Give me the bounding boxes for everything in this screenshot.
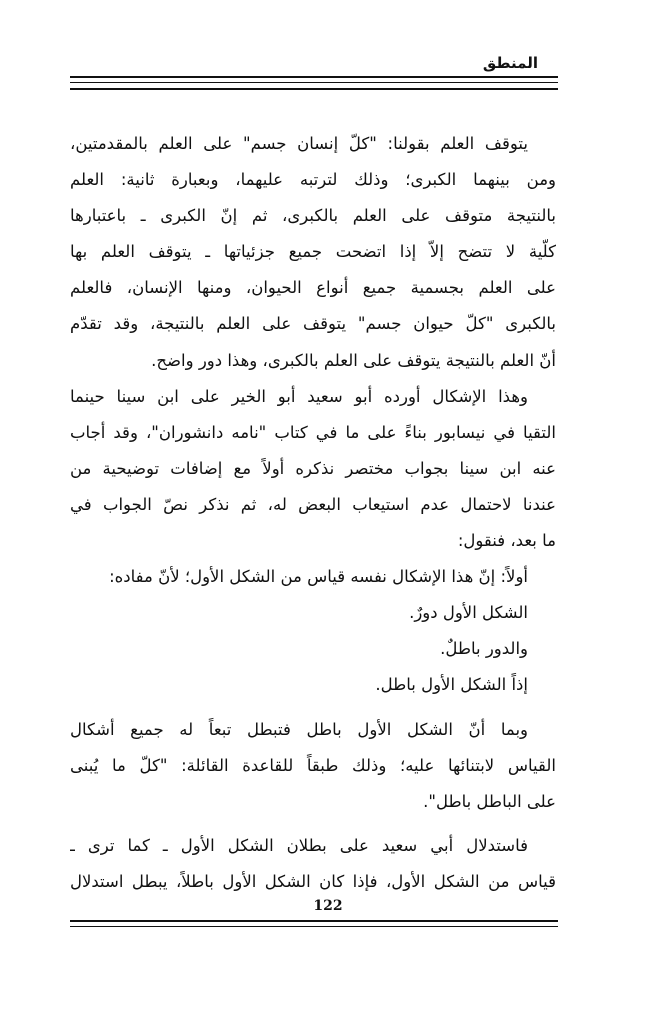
body-line: وبما أنّ الشكل الأول باطل فتبطل تبعاً له جميع أشكال [70, 719, 528, 739]
body-line: ما بعد، فنقول: [457, 531, 556, 551]
body-line: فاستدلال أبي سعيد على بطلان الشكل الأول ـ كما ترى ـ [70, 835, 528, 855]
footer-rule-top [70, 920, 558, 922]
body-line: ومن بينهما الكبرى؛ وذلك لترتبه عليهما، وبعبارة ثانية: العلم [70, 170, 556, 190]
body-line: عندنا لاحتمال عدم استيعاب البعض له، ثم نذكر نصّ الجواب في [70, 494, 556, 514]
body-line: بالنتيجة متوقف على العلم بالكبرى، ثم إنّ الكبرى ـ باعتبارها [70, 206, 556, 226]
body-line: يتوقف العلم بقولنا: "كلّ إنسان جسم" على العلم بالمقدمتين، [70, 134, 528, 153]
syllogism-line: الشكل الأول دورٌ. [409, 603, 528, 623]
body-line: قياس من الشكل الأول، فإذا كان الشكل الأول باطلاً، يبطل استدلال [70, 871, 556, 891]
header-rule-top [70, 76, 558, 78]
body-line: على العلم بجسمية جميع أنواع الحيوان، ومنها الإنسان، فالعلم [70, 278, 556, 298]
running-header-title: المنطق [482, 54, 538, 72]
page-body [70, 126, 556, 900]
header-rule-bottom [70, 88, 558, 90]
footer-rule-bottom [70, 926, 558, 927]
body-line: عنه ابن سينا بجواب مختصر نذكره أولاً مع إضافات توضيحية من [70, 458, 556, 478]
body-line: أنّ العلم بالنتيجة يتوقف على العلم بالكبرى، وهذا دور واضح. [151, 350, 556, 370]
syllogism-conclusion-line: إذاً الشكل الأول باطل. [375, 675, 528, 695]
header-rule-middle [70, 82, 558, 83]
body-line: التقيا في نيسابور بناءً على ما في كتاب "نامه دانشوران"، وقد أجاب [70, 422, 556, 442]
syllogism-premise-line: أولاً: إنّ هذا الإشكال نفسه قياس من الشكل الأول؛ لأنّ مفاده: [109, 567, 528, 587]
body-line: كلّية لا تتضح إلاّ إذا اتضحت جميع جزئياتها ـ يتوقف العلم بها [70, 242, 556, 262]
body-line: القياس لابتنائها عليه؛ وذلك طبقاً للقاعدة القائلة: "كلّ ما يُبنى [70, 755, 556, 775]
body-line: بالكبرى "كلّ حيوان جسم" يتوقف على العلم بالنتيجة، وقد تقدّم [70, 314, 556, 334]
page-number: 122 [313, 898, 343, 914]
body-line: على الباطل باطل". [423, 791, 556, 811]
body-line: وهذا الإشكال أورده أبو سعيد أبو الخير على ابن سينا حينما [70, 386, 528, 406]
syllogism-line: والدور باطلٌ. [440, 639, 528, 659]
